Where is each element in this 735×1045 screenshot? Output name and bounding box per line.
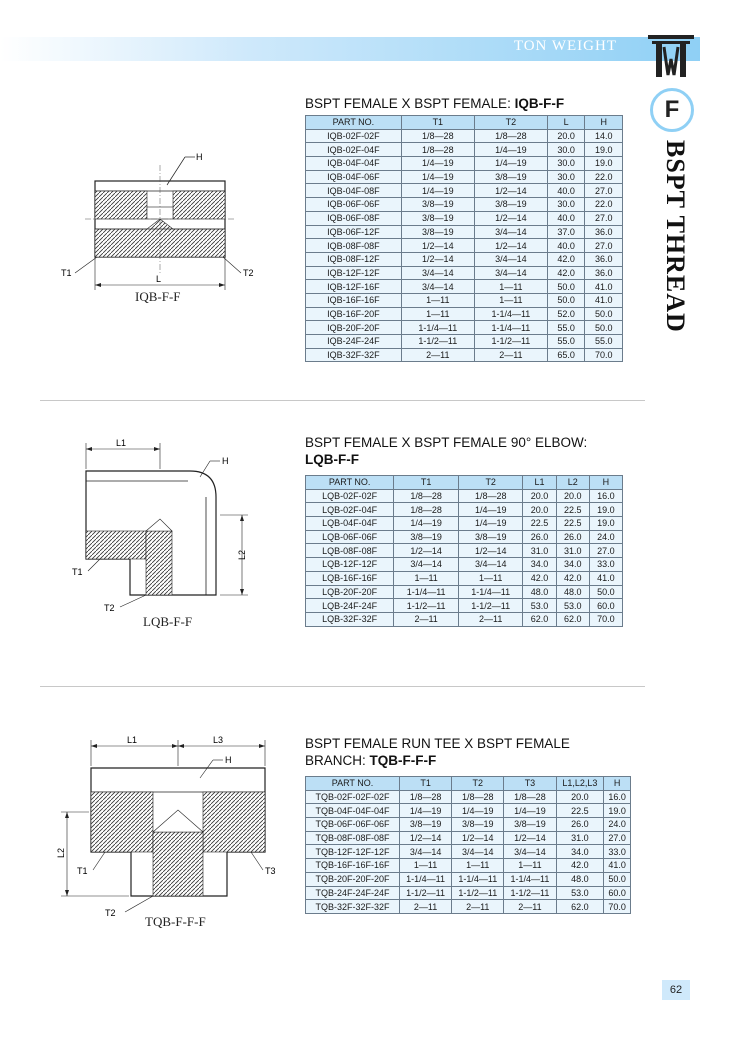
table-cell: 3/8—19 [394,530,459,544]
table-row [306,348,623,362]
table-cell: 3/8—19 [401,225,474,239]
table-cell: 30.0 [547,170,585,184]
table-row [306,266,623,280]
part-number-cell: IQB-02F-04F [306,143,402,157]
table-cell: 1/2—14 [400,831,452,845]
table-cell: 60.0 [589,599,622,613]
caption-iqb: IQB-F-F [135,289,181,304]
part-number-cell: LQB-02F-04F [306,503,394,517]
table-cell: 48.0 [523,585,556,599]
part-number-cell: IQB-08F-12F [306,252,402,266]
part-number-cell: IQB-24F-24F [306,335,402,349]
table-cell: 3/8—19 [401,198,474,212]
table-cell: 37.0 [547,225,585,239]
table-cell: 27.0 [585,239,623,253]
table-cell: 3/8—19 [400,818,452,832]
part-number-cell: IQB-04F-04F [306,157,402,171]
table-cell: 1—11 [458,571,523,585]
table-cell: 55.0 [547,335,585,349]
table-row [306,517,623,531]
table-cell: 1-1/2—11 [474,335,547,349]
table-cell: 1/2—14 [458,544,523,558]
table-cell: 14.0 [585,129,623,143]
table-cell: 55.0 [547,321,585,335]
table-cell: 1/4—19 [401,157,474,171]
table-cell: 22.0 [585,170,623,184]
table-cell: 1—11 [401,293,474,307]
table-cell: 42.0 [547,252,585,266]
table-row [306,612,623,626]
column-header: T1 [400,777,452,791]
table-header-row [306,116,623,130]
table-cell: 27.0 [585,211,623,225]
table-header-row [306,777,631,791]
table-cell: 1/8—28 [452,790,504,804]
table-cell: 27.0 [585,184,623,198]
table-cell: 34.0 [556,558,589,572]
table-cell: 1-1/4—11 [400,872,452,886]
label-t2: T2 [243,268,254,278]
table-row [306,571,623,585]
column-header: PART NO. [306,777,400,791]
page-number: 62 [662,980,690,1000]
table-cell: 42.0 [523,571,556,585]
table-cell: 30.0 [547,198,585,212]
column-header: H [604,777,631,791]
table-cell: 34.0 [523,558,556,572]
table-row [306,804,631,818]
part-number-cell: TQB-20F-20F-20F [306,872,400,886]
table-row [306,293,623,307]
table-row [306,900,631,914]
table-cell: 20.0 [523,503,556,517]
table-cell: 1/2—14 [474,239,547,253]
table-cell: 1-1/2—11 [401,335,474,349]
table-row [306,252,623,266]
ton-weight-logo-icon [648,35,694,77]
table-cell: 48.0 [556,585,589,599]
part-number-cell: TQB-02F-02F-02F [306,790,400,804]
table-cell: 2—11 [474,348,547,362]
table-row [306,886,631,900]
table-row [306,790,631,804]
label-t3: T3 [265,866,276,876]
table-cell: 50.0 [547,293,585,307]
table-cell: 1/8—28 [401,143,474,157]
table-cell: 41.0 [585,293,623,307]
table-cell: 30.0 [547,143,585,157]
table-cell: 1—11 [401,307,474,321]
table-cell: 1/2—14 [401,252,474,266]
table-row [306,211,623,225]
table-cell: 1/2—14 [401,239,474,253]
table-cell: 40.0 [547,239,585,253]
table-cell: 3/4—14 [394,558,459,572]
table-cell: 1—11 [394,571,459,585]
table-cell: 1/8—28 [394,503,459,517]
table-cell: 1—11 [474,280,547,294]
table-cell: 1-1/2—11 [504,886,556,900]
table-cell: 42.0 [547,266,585,280]
part-number-cell: LQB-32F-32F [306,612,394,626]
table-cell: 41.0 [585,280,623,294]
table-cell: 31.0 [556,831,604,845]
table-cell: 20.0 [556,489,589,503]
table-header-row [306,476,623,490]
table-cell: 1-1/4—11 [452,872,504,886]
spec-table-lqb [305,475,623,627]
part-number-cell: LQB-06F-06F [306,530,394,544]
column-header: PART NO. [306,116,402,130]
table-cell: 36.0 [585,225,623,239]
table-cell: 24.0 [604,818,631,832]
table-cell: 62.0 [556,612,589,626]
label-l1: L1 [127,735,138,745]
table-cell: 1/4—19 [452,804,504,818]
table-cell: 20.0 [547,129,585,143]
table-cell: 19.0 [589,517,622,531]
table-cell: 3/8—19 [474,170,547,184]
table-cell: 20.0 [556,790,604,804]
column-header: H [585,116,623,130]
table-cell: 50.0 [604,872,631,886]
table-cell: 48.0 [556,872,604,886]
table-cell: 19.0 [585,143,623,157]
table-row [306,198,623,212]
table-cell: 1/8—28 [458,489,523,503]
part-number-cell: IQB-16F-20F [306,307,402,321]
table-cell: 3/8—19 [474,198,547,212]
label-t1: T1 [77,866,88,876]
table-row [306,530,623,544]
part-number-cell: IQB-06F-06F [306,198,402,212]
table-cell: 3/4—14 [474,252,547,266]
table-cell: 22.5 [523,517,556,531]
table-row [306,872,631,886]
part-number-cell: TQB-16F-16F-16F [306,859,400,873]
table-cell: 1-1/4—11 [394,585,459,599]
table-cell: 3/4—14 [452,845,504,859]
table-row [306,321,623,335]
table-cell: 65.0 [547,348,585,362]
label-h: H [225,755,232,765]
table-cell: 1-1/4—11 [401,321,474,335]
spec-table-iqb [305,115,623,362]
table-row [306,831,631,845]
table-cell: 1/4—19 [401,184,474,198]
table-cell: 19.0 [604,804,631,818]
table-cell: 55.0 [585,335,623,349]
column-header: L2 [556,476,589,490]
table-cell: 27.0 [589,544,622,558]
table-row [306,335,623,349]
part-number-cell: TQB-08F-08F-08F [306,831,400,845]
table-cell: 1/2—14 [394,544,459,558]
table-cell: 36.0 [585,266,623,280]
table-cell: 1/8—28 [401,129,474,143]
table-row [306,503,623,517]
table-cell: 26.0 [523,530,556,544]
table-cell: 62.0 [523,612,556,626]
label-l2: L2 [56,847,66,858]
table-cell: 1/4—19 [400,804,452,818]
table-cell: 1/4—19 [474,157,547,171]
part-number-cell: LQB-04F-04F [306,517,394,531]
table-cell: 3/4—14 [400,845,452,859]
column-header: T2 [458,476,523,490]
table-row [306,239,623,253]
table-row [306,170,623,184]
part-number-cell: TQB-24F-24F-24F [306,886,400,900]
part-number-cell: IQB-12F-16F [306,280,402,294]
table-cell: 22.0 [585,198,623,212]
table-cell: 26.0 [556,818,604,832]
part-number-cell: IQB-06F-08F [306,211,402,225]
label-t1: T1 [72,567,83,577]
table-row [306,818,631,832]
column-header: T1 [401,116,474,130]
table-cell: 22.5 [556,503,589,517]
part-number-cell: IQB-04F-06F [306,170,402,184]
table-cell: 2—11 [504,900,556,914]
table-cell: 60.0 [604,886,631,900]
table-cell: 52.0 [547,307,585,321]
part-number-cell: TQB-06F-06F-06F [306,818,400,832]
table-row [306,489,623,503]
table-cell: 1/8—28 [394,489,459,503]
table-row [306,859,631,873]
table-cell: 1—11 [474,293,547,307]
table-cell: 42.0 [556,571,589,585]
part-number-cell: IQB-12F-12F [306,266,402,280]
table-cell: 62.0 [556,900,604,914]
table-cell: 22.5 [556,517,589,531]
column-header: PART NO. [306,476,394,490]
header-title: TON WEIGHT [513,38,617,54]
part-number-cell: IQB-08F-08F [306,239,402,253]
table-cell: 1/4—19 [474,143,547,157]
table-cell: 70.0 [589,612,622,626]
part-number-cell: TQB-04F-04F-04F [306,804,400,818]
part-number-cell: LQB-12F-12F [306,558,394,572]
part-number-cell: IQB-16F-16F [306,293,402,307]
part-number-cell: LQB-24F-24F [306,599,394,613]
table-cell: 33.0 [604,845,631,859]
table-cell: 19.0 [589,503,622,517]
table-cell: 1—11 [452,859,504,873]
table-cell: 3/8—19 [401,211,474,225]
section-title-lqb: BSPT FEMALE X BSPT FEMALE 90° ELBOW: LQB-F-F [305,435,588,467]
caption-tqb: TQB-F-F-F [145,914,206,929]
table-row [306,544,623,558]
part-number-cell: IQB-06F-12F [306,225,402,239]
table-cell: 1—11 [504,859,556,873]
table-cell: 1/2—14 [452,831,504,845]
table-cell: 70.0 [604,900,631,914]
table-cell: 3/4—14 [474,266,547,280]
lqb-elbow-drawing [60,435,260,620]
table-cell: 1-1/2—11 [458,599,523,613]
table-cell: 3/8—19 [458,530,523,544]
label-l3: L3 [213,735,224,745]
label-h: H [222,456,229,466]
table-cell: 34.0 [556,845,604,859]
table-cell: 1—11 [400,859,452,873]
table-cell: 2—11 [452,900,504,914]
table-cell: 1/2—14 [474,184,547,198]
table-cell: 53.0 [556,886,604,900]
spec-table-tqb [305,776,631,914]
part-number-cell: LQB-16F-16F [306,571,394,585]
label-h: H [196,152,203,162]
table-cell: 1-1/4—11 [458,585,523,599]
table-row [306,184,623,198]
table-cell: 1/2—14 [504,831,556,845]
section-tab-badge: F [650,88,694,132]
table-cell: 1-1/4—11 [474,321,547,335]
table-row [306,307,623,321]
section-title-iqb: BSPT FEMALE X BSPT FEMALE: IQB-F-F [305,96,565,111]
table-cell: 3/8—19 [504,818,556,832]
column-header: T2 [474,116,547,130]
table-cell: 1/4—19 [458,503,523,517]
caption-lqb: LQB-F-F [143,614,193,629]
table-row [306,585,623,599]
table-cell: 70.0 [585,348,623,362]
table-cell: 1-1/4—11 [474,307,547,321]
table-cell: 42.0 [556,859,604,873]
table-cell: 2—11 [400,900,452,914]
side-title: BSPT THREAD [661,140,690,333]
part-number-cell: IQB-04F-08F [306,184,402,198]
table-cell: 1-1/4—11 [504,872,556,886]
table-cell: 3/4—14 [458,558,523,572]
part-number-cell: TQB-32F-32F-32F [306,900,400,914]
part-number-cell: IQB-32F-32F [306,348,402,362]
table-row [306,157,623,171]
label-t1: T1 [61,268,72,278]
table-cell: 22.5 [556,804,604,818]
table-cell: 53.0 [523,599,556,613]
column-header: T3 [504,777,556,791]
iqb-coupling-drawing [55,145,275,310]
column-header: T1 [394,476,459,490]
table-cell: 1/8—28 [400,790,452,804]
table-row [306,143,623,157]
column-header: L1 [523,476,556,490]
column-header: H [589,476,622,490]
table-cell: 1-1/2—11 [452,886,504,900]
table-cell: 1-1/2—11 [394,599,459,613]
table-cell: 53.0 [556,599,589,613]
table-cell: 50.0 [589,585,622,599]
table-cell: 41.0 [589,571,622,585]
table-cell: 3/4—14 [504,845,556,859]
label-l1: L1 [116,438,127,448]
table-cell: 19.0 [585,157,623,171]
table-cell: 31.0 [523,544,556,558]
table-cell: 36.0 [585,252,623,266]
section-divider [40,400,645,401]
table-cell: 31.0 [556,544,589,558]
table-cell: 2—11 [401,348,474,362]
table-cell: 1-1/2—11 [400,886,452,900]
table-cell: 2—11 [458,612,523,626]
table-cell: 41.0 [604,859,631,873]
label-l2: L2 [237,549,247,560]
table-cell: 1/4—19 [401,170,474,184]
table-cell: 33.0 [589,558,622,572]
part-number-cell: LQB-20F-20F [306,585,394,599]
table-cell: 3/4—14 [401,280,474,294]
table-row [306,129,623,143]
table-cell: 27.0 [604,831,631,845]
table-cell: 50.0 [585,321,623,335]
table-row [306,558,623,572]
table-cell: 1/4—19 [458,517,523,531]
table-cell: 40.0 [547,184,585,198]
table-cell: 3/4—14 [474,225,547,239]
section-title-tqb: BSPT FEMALE RUN TEE X BSPT FEMALE BRANCH: TQB-F-F-F [305,736,570,768]
table-cell: 1/8—28 [504,790,556,804]
table-cell: 30.0 [547,157,585,171]
table-cell: 40.0 [547,211,585,225]
part-number-cell: LQB-02F-02F [306,489,394,503]
table-cell: 1/4—19 [394,517,459,531]
table-cell: 20.0 [523,489,556,503]
table-cell: 1/2—14 [474,211,547,225]
part-number-cell: IQB-20F-20F [306,321,402,335]
table-cell: 3/4—14 [401,266,474,280]
section-divider [40,686,645,687]
part-number-cell: LQB-08F-08F [306,544,394,558]
table-cell: 3/8—19 [452,818,504,832]
label-t2: T2 [105,908,116,918]
part-number-cell: IQB-02F-02F [306,129,402,143]
table-cell: 16.0 [604,790,631,804]
table-cell: 24.0 [589,530,622,544]
table-row [306,225,623,239]
table-cell: 50.0 [585,307,623,321]
table-row [306,845,631,859]
table-cell: 1/4—19 [504,804,556,818]
label-l: L [156,274,162,284]
column-header: T2 [452,777,504,791]
table-cell: 50.0 [547,280,585,294]
tqb-tee-drawing [55,732,285,932]
table-cell: 1/8—28 [474,129,547,143]
table-cell: 2—11 [394,612,459,626]
label-t2: T2 [104,603,115,613]
column-header: L [547,116,585,130]
table-cell: 26.0 [556,530,589,544]
column-header: L1,L2,L3 [556,777,604,791]
table-cell: 16.0 [589,489,622,503]
table-row [306,599,623,613]
part-number-cell: TQB-12F-12F-12F [306,845,400,859]
table-row [306,280,623,294]
